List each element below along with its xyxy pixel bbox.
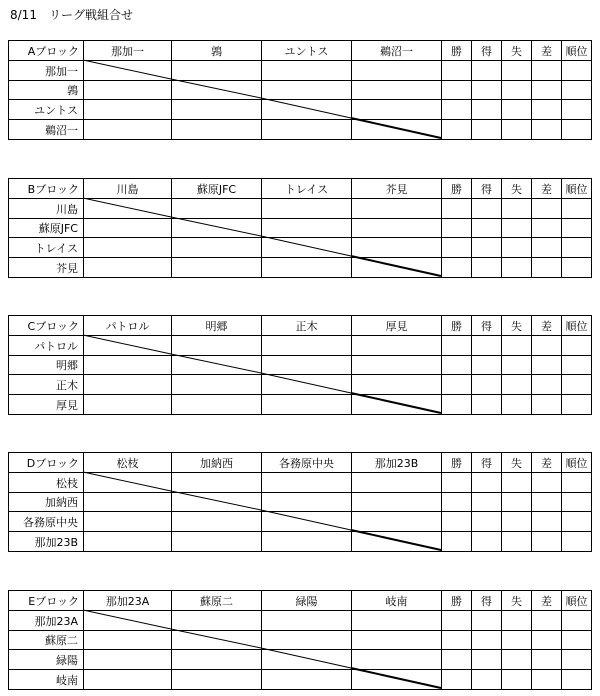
- table-row: [9, 238, 592, 258]
- result-cell: [84, 238, 172, 258]
- result-cell: [172, 532, 262, 552]
- result-cell: [262, 120, 352, 140]
- result-cell: [262, 631, 352, 650]
- result-cell: [172, 81, 262, 100]
- table-row: [9, 81, 592, 100]
- stat-cell: [472, 375, 502, 395]
- result-cell: [352, 375, 442, 395]
- team-row-header: 各務原中央: [9, 512, 84, 532]
- league-block: [8, 452, 591, 551]
- stat-cell: [532, 650, 562, 670]
- result-cell: [84, 219, 172, 238]
- result-cell: [84, 375, 172, 395]
- table-row: [9, 512, 592, 532]
- result-cell: [172, 219, 262, 238]
- stat-cell: [442, 473, 472, 493]
- league-table: [8, 315, 592, 415]
- stat-cell: [562, 219, 592, 238]
- stat-cell: [532, 258, 562, 278]
- result-cell: [84, 473, 172, 493]
- result-cell: [172, 336, 262, 356]
- stat-cell: [532, 199, 562, 219]
- result-cell: [84, 356, 172, 375]
- stat-cell: [472, 219, 502, 238]
- result-cell: [84, 532, 172, 552]
- stat-cell: [532, 670, 562, 690]
- result-cell: [172, 493, 262, 512]
- stat-cell: [442, 611, 472, 631]
- stat-cell: [442, 258, 472, 278]
- stat-cell: [532, 375, 562, 395]
- stat-column-header: 失: [502, 453, 532, 473]
- result-cell: [84, 120, 172, 140]
- result-cell: [262, 650, 352, 670]
- table-row: [9, 199, 592, 219]
- stat-cell: [562, 395, 592, 415]
- result-cell: [172, 473, 262, 493]
- stat-cell: [562, 336, 592, 356]
- team-row-header: 那加一: [9, 61, 84, 81]
- team-column-header: 鶉: [172, 41, 262, 61]
- league-block: [8, 40, 591, 139]
- stat-cell: [442, 375, 472, 395]
- result-cell: [172, 120, 262, 140]
- team-column-header: 加納西: [172, 453, 262, 473]
- stat-cell: [532, 631, 562, 650]
- stat-cell: [442, 532, 472, 552]
- stat-column-header: 勝: [442, 316, 472, 336]
- stat-cell: [442, 81, 472, 100]
- result-cell: [172, 356, 262, 375]
- result-cell: [84, 100, 172, 120]
- stat-cell: [502, 356, 532, 375]
- stat-cell: [472, 512, 502, 532]
- stat-cell: [532, 81, 562, 100]
- team-column-header: 蘇原二: [172, 591, 262, 611]
- stat-cell: [562, 61, 592, 81]
- team-row-header: 川島: [9, 199, 84, 219]
- stat-cell: [562, 473, 592, 493]
- team-row-header: 松枝: [9, 473, 84, 493]
- league-table: [8, 590, 592, 690]
- stat-cell: [502, 532, 532, 552]
- table-row: [9, 61, 592, 81]
- result-cell: [262, 395, 352, 415]
- table-row: [9, 611, 592, 631]
- result-cell: [84, 631, 172, 650]
- stat-cell: [442, 650, 472, 670]
- result-cell: [262, 356, 352, 375]
- stat-cell: [532, 473, 562, 493]
- team-row-header: 芥見: [9, 258, 84, 278]
- team-row-header: 那加23B: [9, 532, 84, 552]
- table-row: [9, 258, 592, 278]
- stat-cell: [442, 100, 472, 120]
- result-cell: [172, 631, 262, 650]
- result-cell: [172, 100, 262, 120]
- table-row: [9, 532, 592, 552]
- result-cell: [172, 512, 262, 532]
- stat-cell: [442, 120, 472, 140]
- result-cell: [84, 670, 172, 690]
- stat-column-header: 失: [502, 316, 532, 336]
- team-row-header: 蘇原JFC: [9, 219, 84, 238]
- stat-cell: [532, 512, 562, 532]
- result-cell: [262, 611, 352, 631]
- league-table: [8, 40, 592, 140]
- stat-cell: [502, 493, 532, 512]
- stat-cell: [472, 493, 502, 512]
- block-name: Bブロック: [9, 179, 84, 199]
- team-row-header: 鶉: [9, 81, 84, 100]
- stat-cell: [502, 100, 532, 120]
- stat-cell: [562, 356, 592, 375]
- stat-column-header: 失: [502, 179, 532, 199]
- stat-cell: [472, 650, 502, 670]
- stat-cell: [562, 512, 592, 532]
- result-cell: [262, 81, 352, 100]
- stat-column-header: 順位: [562, 179, 592, 199]
- stat-cell: [442, 356, 472, 375]
- result-cell: [352, 650, 442, 670]
- stat-cell: [442, 61, 472, 81]
- result-cell: [84, 493, 172, 512]
- stat-cell: [472, 670, 502, 690]
- stat-cell: [532, 532, 562, 552]
- result-cell: [262, 670, 352, 690]
- league-table: [8, 178, 592, 278]
- stat-column-header: 差: [532, 41, 562, 61]
- stat-cell: [502, 336, 532, 356]
- stat-column-header: 差: [532, 316, 562, 336]
- stat-cell: [472, 356, 502, 375]
- result-cell: [352, 512, 442, 532]
- stat-cell: [472, 81, 502, 100]
- team-row-header: 鵜沼一: [9, 120, 84, 140]
- stat-column-header: 得: [472, 453, 502, 473]
- team-column-header: 那加23A: [84, 591, 172, 611]
- stat-cell: [562, 81, 592, 100]
- table-row: [9, 219, 592, 238]
- team-column-header: 各務原中央: [262, 453, 352, 473]
- team-row-header: パトロル: [9, 336, 84, 356]
- team-row-header: 加納西: [9, 493, 84, 512]
- table-row: [9, 670, 592, 690]
- table-row: [9, 650, 592, 670]
- stat-cell: [562, 532, 592, 552]
- stat-cell: [562, 100, 592, 120]
- stat-cell: [532, 395, 562, 415]
- result-cell: [352, 81, 442, 100]
- stat-column-header: 得: [472, 179, 502, 199]
- result-cell: [172, 395, 262, 415]
- result-cell: [352, 199, 442, 219]
- page-title: 8/11 リーグ戦組合せ: [10, 8, 133, 22]
- stat-cell: [562, 670, 592, 690]
- table-row: [9, 493, 592, 512]
- result-cell: [352, 120, 442, 140]
- team-row-header: 蘇原二: [9, 631, 84, 650]
- stat-cell: [472, 336, 502, 356]
- block-name: Cブロック: [9, 316, 84, 336]
- team-row-header: 緑陽: [9, 650, 84, 670]
- stat-cell: [502, 631, 532, 650]
- stat-cell: [442, 336, 472, 356]
- stat-cell: [442, 512, 472, 532]
- league-block: [8, 178, 591, 277]
- team-row-header: 厚見: [9, 395, 84, 415]
- stat-cell: [472, 395, 502, 415]
- stat-column-header: 順位: [562, 453, 592, 473]
- stat-column-header: 失: [502, 591, 532, 611]
- result-cell: [84, 336, 172, 356]
- result-cell: [352, 493, 442, 512]
- stat-cell: [472, 120, 502, 140]
- stat-column-header: 勝: [442, 179, 472, 199]
- stat-cell: [502, 81, 532, 100]
- stat-cell: [562, 611, 592, 631]
- result-cell: [352, 670, 442, 690]
- result-cell: [84, 61, 172, 81]
- stat-cell: [562, 631, 592, 650]
- block-name: Aブロック: [9, 41, 84, 61]
- stat-cell: [502, 219, 532, 238]
- stat-cell: [532, 611, 562, 631]
- stat-cell: [442, 219, 472, 238]
- league-block: [8, 590, 591, 689]
- stat-column-header: 勝: [442, 41, 472, 61]
- stat-cell: [532, 100, 562, 120]
- table-row: [9, 336, 592, 356]
- stat-cell: [532, 238, 562, 258]
- stat-cell: [562, 493, 592, 512]
- team-column-header: 正木: [262, 316, 352, 336]
- league-block: [8, 315, 591, 414]
- stat-column-header: 順位: [562, 41, 592, 61]
- team-column-header: 芥見: [352, 179, 442, 199]
- stat-cell: [442, 238, 472, 258]
- stat-cell: [502, 512, 532, 532]
- team-column-header: ユントス: [262, 41, 352, 61]
- table-row: [9, 100, 592, 120]
- team-column-header: 緑陽: [262, 591, 352, 611]
- stat-cell: [502, 670, 532, 690]
- result-cell: [352, 61, 442, 81]
- result-cell: [84, 199, 172, 219]
- table-row: [9, 631, 592, 650]
- result-cell: [172, 611, 262, 631]
- result-cell: [84, 81, 172, 100]
- stat-column-header: 勝: [442, 453, 472, 473]
- result-cell: [84, 395, 172, 415]
- result-cell: [262, 219, 352, 238]
- team-row-header: 那加23A: [9, 611, 84, 631]
- stat-cell: [532, 219, 562, 238]
- result-cell: [352, 356, 442, 375]
- result-cell: [352, 238, 442, 258]
- result-cell: [172, 61, 262, 81]
- team-column-header: 岐南: [352, 591, 442, 611]
- stat-column-header: 得: [472, 591, 502, 611]
- stat-cell: [442, 493, 472, 512]
- stat-column-header: 順位: [562, 316, 592, 336]
- result-cell: [262, 493, 352, 512]
- result-cell: [84, 611, 172, 631]
- stat-cell: [442, 670, 472, 690]
- result-cell: [352, 395, 442, 415]
- stat-cell: [472, 238, 502, 258]
- stat-column-header: 勝: [442, 591, 472, 611]
- stat-cell: [472, 258, 502, 278]
- stat-cell: [472, 473, 502, 493]
- stat-cell: [502, 650, 532, 670]
- team-column-header: トレイス: [262, 179, 352, 199]
- team-column-header: 明郷: [172, 316, 262, 336]
- stat-cell: [562, 650, 592, 670]
- stat-cell: [532, 336, 562, 356]
- result-cell: [262, 199, 352, 219]
- stat-cell: [472, 199, 502, 219]
- result-cell: [352, 100, 442, 120]
- stat-cell: [562, 238, 592, 258]
- result-cell: [352, 219, 442, 238]
- result-cell: [262, 238, 352, 258]
- stat-cell: [562, 120, 592, 140]
- table-row: [9, 120, 592, 140]
- team-column-header: 厚見: [352, 316, 442, 336]
- stat-column-header: 失: [502, 41, 532, 61]
- stat-cell: [502, 473, 532, 493]
- result-cell: [172, 650, 262, 670]
- result-cell: [352, 336, 442, 356]
- result-cell: [262, 61, 352, 81]
- stat-cell: [532, 356, 562, 375]
- stat-cell: [532, 120, 562, 140]
- league-table: [8, 452, 592, 552]
- result-cell: [172, 375, 262, 395]
- result-cell: [84, 512, 172, 532]
- stat-column-header: 差: [532, 453, 562, 473]
- team-column-header: 那加23B: [352, 453, 442, 473]
- team-column-header: 那加一: [84, 41, 172, 61]
- result-cell: [84, 650, 172, 670]
- stat-cell: [442, 395, 472, 415]
- result-cell: [352, 631, 442, 650]
- team-row-header: 正木: [9, 375, 84, 395]
- stat-cell: [472, 61, 502, 81]
- stat-cell: [502, 258, 532, 278]
- stat-column-header: 順位: [562, 591, 592, 611]
- stat-cell: [502, 375, 532, 395]
- stat-cell: [562, 375, 592, 395]
- stat-cell: [502, 199, 532, 219]
- stat-cell: [472, 631, 502, 650]
- table-row: [9, 395, 592, 415]
- stat-cell: [442, 631, 472, 650]
- stat-cell: [472, 100, 502, 120]
- team-column-header: 蘇原JFC: [172, 179, 262, 199]
- result-cell: [352, 532, 442, 552]
- team-row-header: ユントス: [9, 100, 84, 120]
- result-cell: [262, 258, 352, 278]
- result-cell: [172, 258, 262, 278]
- stat-cell: [472, 532, 502, 552]
- stat-cell: [532, 61, 562, 81]
- stat-cell: [502, 120, 532, 140]
- stat-cell: [502, 611, 532, 631]
- team-column-header: 川島: [84, 179, 172, 199]
- stat-cell: [442, 199, 472, 219]
- stat-cell: [502, 395, 532, 415]
- block-name: Eブロック: [9, 591, 84, 611]
- table-row: [9, 473, 592, 493]
- result-cell: [172, 199, 262, 219]
- stat-column-header: 得: [472, 41, 502, 61]
- stat-cell: [472, 611, 502, 631]
- result-cell: [84, 258, 172, 278]
- stat-cell: [502, 61, 532, 81]
- team-column-header: パトロル: [84, 316, 172, 336]
- result-cell: [352, 258, 442, 278]
- team-row-header: 岐南: [9, 670, 84, 690]
- stat-cell: [532, 493, 562, 512]
- stat-column-header: 差: [532, 591, 562, 611]
- team-column-header: 鵜沼一: [352, 41, 442, 61]
- table-row: [9, 356, 592, 375]
- result-cell: [262, 532, 352, 552]
- stat-column-header: 得: [472, 316, 502, 336]
- result-cell: [352, 473, 442, 493]
- result-cell: [172, 238, 262, 258]
- stat-column-header: 差: [532, 179, 562, 199]
- result-cell: [262, 375, 352, 395]
- result-cell: [352, 611, 442, 631]
- block-name: Dブロック: [9, 453, 84, 473]
- team-row-header: 明郷: [9, 356, 84, 375]
- stat-cell: [562, 199, 592, 219]
- table-row: [9, 375, 592, 395]
- team-row-header: トレイス: [9, 238, 84, 258]
- result-cell: [262, 100, 352, 120]
- result-cell: [262, 336, 352, 356]
- result-cell: [172, 670, 262, 690]
- stat-cell: [502, 238, 532, 258]
- team-column-header: 松枝: [84, 453, 172, 473]
- result-cell: [262, 512, 352, 532]
- stat-cell: [562, 258, 592, 278]
- result-cell: [262, 473, 352, 493]
